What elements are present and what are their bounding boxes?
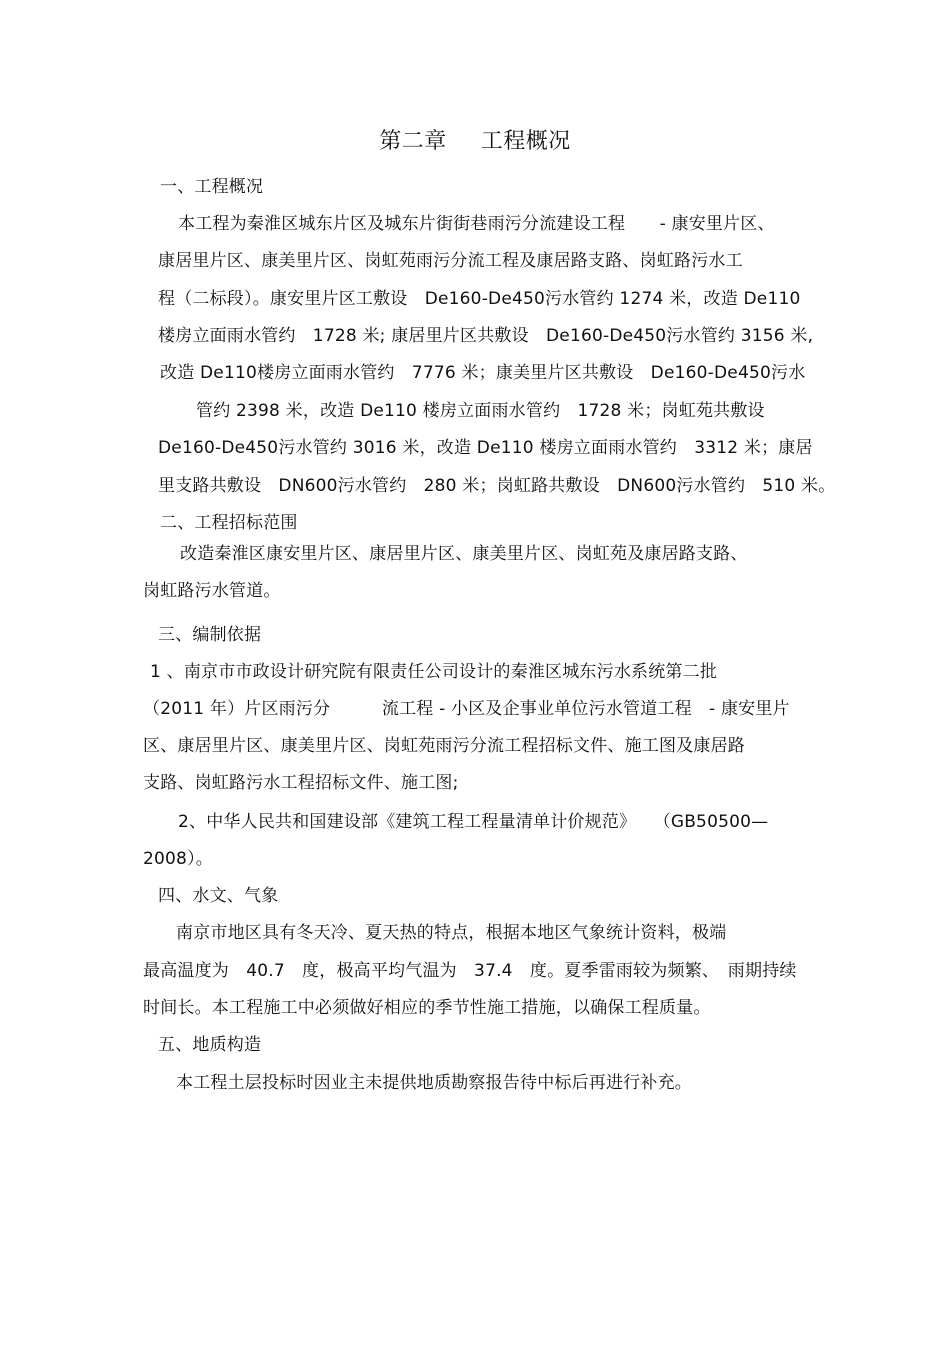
chapter-name: 工程概况 [480,129,571,154]
chapter-title [0,128,950,156]
paragraph-line: 2、中华人民共和国建设部《建筑工程工程量清单计价规范》 （GB50500— [178,812,769,832]
paragraph-line: 区、康居里片区、康美里片区、岗虹苑雨污分流工程招标文件、施工图及康居路 [143,736,745,756]
section-heading: 五、地质构造 [158,1035,262,1055]
paragraph-line: （2011 年）片区雨污分 流工程 - 小区及企事业单位污水管道工程 - 康安里片 [143,699,790,719]
paragraph-line: 岗虹路污水管道。 [143,581,281,601]
section-heading: 二、工程招标范围 [160,513,298,533]
paragraph-line: 支路、岗虹路污水工程招标文件、施工图; [143,773,459,793]
paragraph-line: 本工程土层投标时因业主未提供地质勘察报告待中标后再进行补充。 [176,1073,692,1093]
paragraph-line: 1 、南京市市政设计研究院有限责任公司设计的秦淮区城东污水系统第二批 [150,662,718,682]
paragraph-line: 南京市地区具有冬天冷、夏天热的特点，根据本地区气象统计资料，极端 [176,923,727,943]
paragraph-line: 里支路共敷设 DN600污水管约 280 米；岗虹路共敷设 DN600污水管约 510 米。 [158,476,836,496]
paragraph-line: 康居里片区、康美里片区、岗虹苑雨污分流工程及康居路支路、岗虹路污水工 [158,251,743,271]
paragraph-line: 改造 De110楼房立面雨水管约 7776 米；康美里片区共敷设 De160-De450污水 [160,363,806,383]
paragraph-line: 管约 2398 米，改造 De110 楼房立面雨水管约 1728 米；岗虹苑共敷设 [196,401,765,421]
section-heading: 三、编制依据 [158,625,262,645]
section-heading: 一、工程概况 [160,177,264,197]
section-heading: 四、水文、气象 [158,886,279,906]
chapter-number: 第二章 [379,129,447,154]
paragraph-line: 楼房立面雨水管约 1728 米; 康居里片区共敷设 De160-De450污水管约 3156 米, [158,326,814,346]
paragraph-line: 时间长。本工程施工中必须做好相应的季节性施工措施，以确保工程质量。 [143,998,711,1018]
paragraph-line: 程（二标段）。康安里片区工敷设 De160-De450污水管约 1274 米，改造 De110 [158,289,801,309]
paragraph-line: 改造秦淮区康安里片区、康居里片区、康美里片区、岗虹苑及康居路支路、 [180,544,748,564]
paragraph-line: 2008）。 [143,849,213,869]
paragraph-line: 最高温度为 40.7 度，极高平均气温为 37.4 度。夏季雷雨较为频繁、 雨期持续 [143,961,797,981]
paragraph-line: 本工程为秦淮区城东片区及城东片街街巷雨污分流建设工程 - 康安里片区、 [178,214,775,234]
paragraph-line: De160-De450污水管约 3016 米，改造 De110 楼房立面雨水管约 3312 米；康居 [158,438,813,458]
